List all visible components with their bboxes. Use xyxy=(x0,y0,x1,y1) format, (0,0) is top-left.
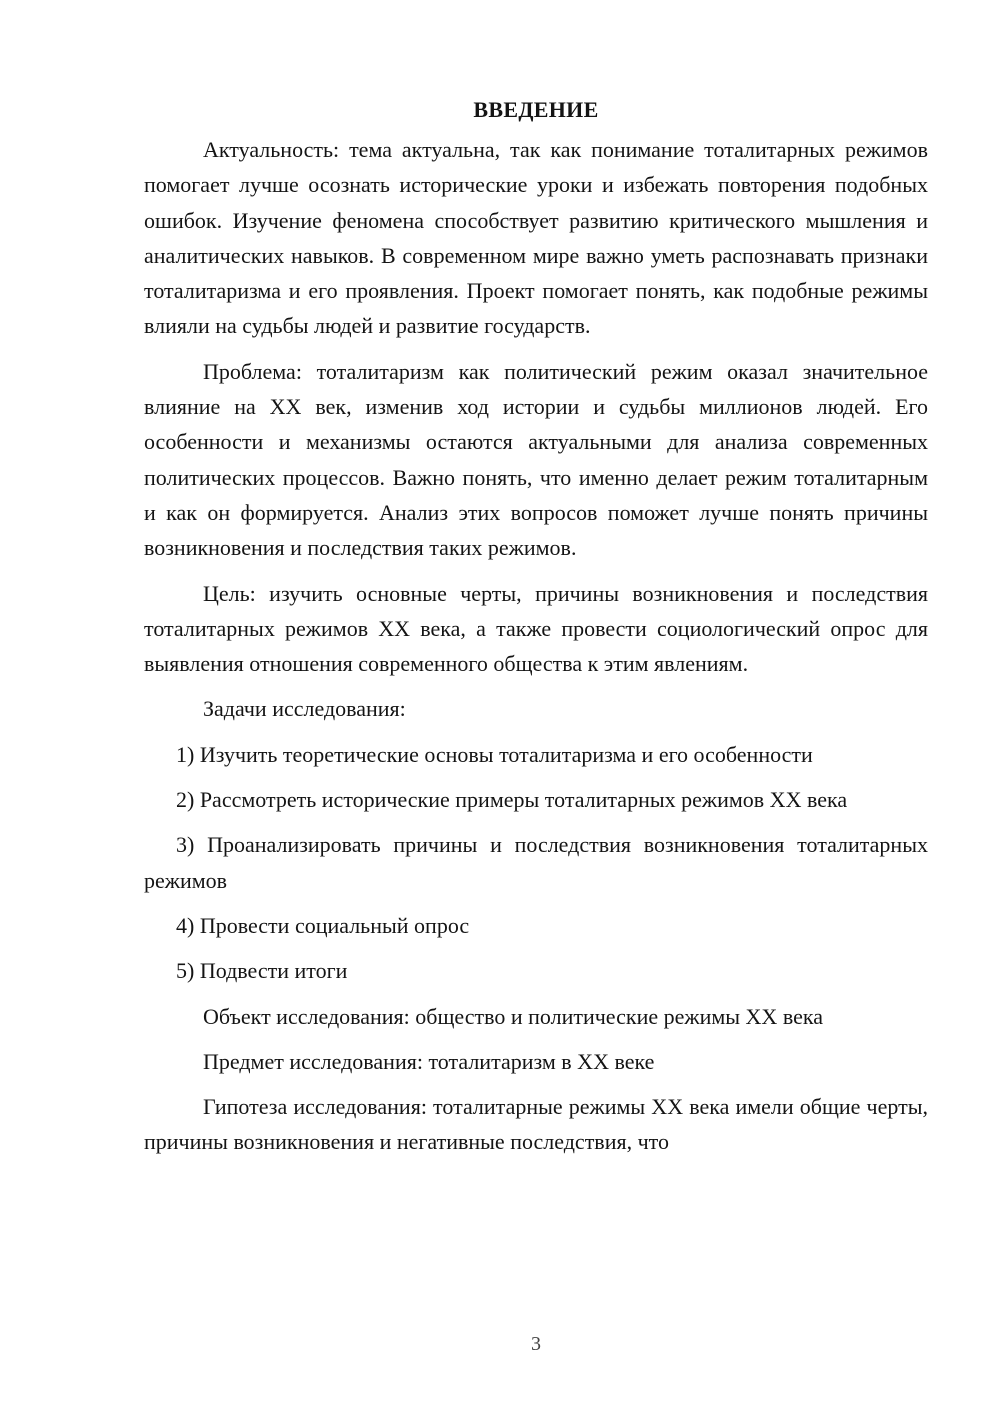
task-item-2: 2) Рассмотреть исторические примеры тоталитарных режимов XX века xyxy=(176,787,848,813)
task-item-4: 4) Провести социальный опрос xyxy=(176,912,470,938)
page-title: ВВЕДЕНИЕ xyxy=(473,97,599,122)
page-number: 3 xyxy=(531,1333,541,1355)
paragraph-relevance: Актуальность: тема актуальна, так как понимание тоталитарных режимов помогает лучше осознать исторические уроки и избежать повторения подобных ошибок. Изучение феномена способствует развитию критического мышления и аналитических навыков. В современном мире важно уметь распознавать признаки тоталитаризма и его проявления. Проект помогает понять, как подобные режимы влияли на судьбы людей и развитие государств. xyxy=(144,137,928,339)
paragraph-object: Объект исследования: общество и политические режимы XX века xyxy=(203,1003,823,1029)
paragraph-hypothesis: Гипотеза исследования: тоталитарные режимы XX века имели общие черты, причины возникновения и негативные последствия, что xyxy=(144,1094,928,1155)
tasks-heading: Задачи исследования: xyxy=(203,696,406,722)
page-body xyxy=(144,92,928,1160)
paragraph-subject: Предмет исследования: тоталитаризм в XX веке xyxy=(203,1048,655,1074)
paragraph-problem: Проблема: тоталитаризм как политический режим оказал значительное влияние на XX век, изменив ход истории и судьбы миллионов людей. Его особенности и механизмы остаются актуальными для анализа современных политических процессов. Важно понять, что именно делает режим тоталитарным и как он формируется. Анализ этих вопросов поможет лучше понять причины возникновения и последствия таких режимов. xyxy=(144,358,928,561)
task-item-1: 1) Изучить теоретические основы тоталитаризма и его особенности xyxy=(176,741,813,767)
task-item-5: 5) Подвести итоги xyxy=(176,958,348,984)
paragraph-goal: Цель: изучить основные черты, причины возникновения и последствия тоталитарных режимов XX века, а также провести социологический опрос для выявления отношения современного общества к этим явлениям. xyxy=(144,580,928,677)
task-item-3: 3) Проанализировать причины и последствия возникновения тоталитарных режимов xyxy=(144,832,928,893)
